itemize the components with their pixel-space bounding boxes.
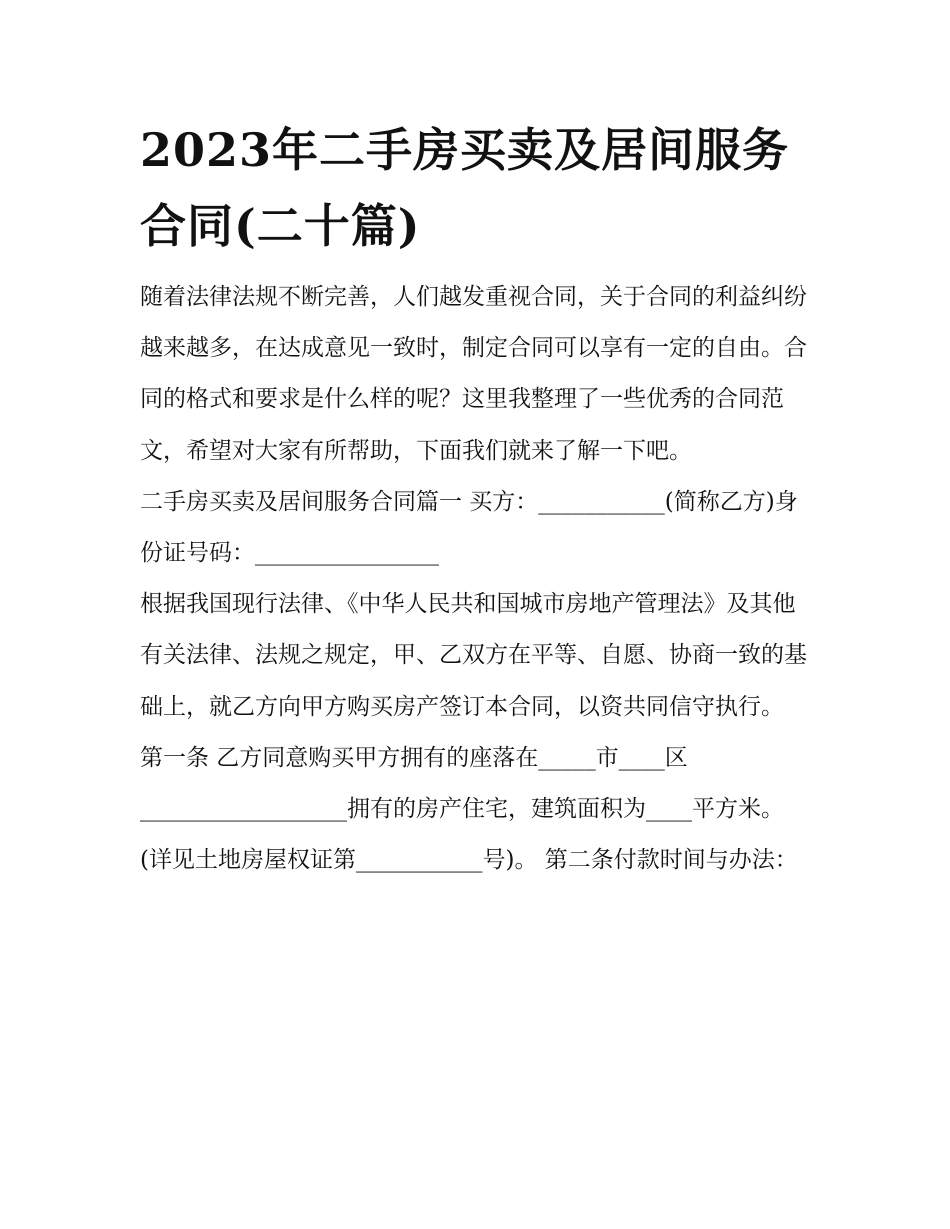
document-body [140,272,812,886]
buyer-info-paragraph: 二手房买卖及居间服务合同篇一 买方：___________(简称乙方)身份证号码：________________ [140,488,798,567]
intro-paragraph: 随着法律法规不断完善，人们越发重视合同，关于合同的利益纠纷越来越多，在达成意见一致时，制定合同可以享有一定的自由。合同的格式和要求是什么样的呢？这里我整理了一些优秀的合同范文，希望对大家有所帮助，下面我们就来了解一下吧。 [140,284,807,464]
legal-basis-paragraph: 根据我国现行法律、《中华人民共和国城市房地产管理法》及其他有关法律、法规之规定，甲、乙双方在平等、自愿、协商一致的基础上，就乙方向甲方购买房产签订本合同，以资共同信守执行。 [140,591,807,720]
document-page [140,112,812,886]
article-one-paragraph: 第一条 乙方同意购买甲方拥有的座落在_____市____区__________________拥有的房产住宅，建筑面积为____平方米。 [140,744,784,823]
document-title: 2023年二手房买卖及居间服务合同(二十篇) [140,123,790,253]
article-two-paragraph: (详见土地房屋权证第___________号)。 第二条付款时间与办法： [140,847,798,874]
